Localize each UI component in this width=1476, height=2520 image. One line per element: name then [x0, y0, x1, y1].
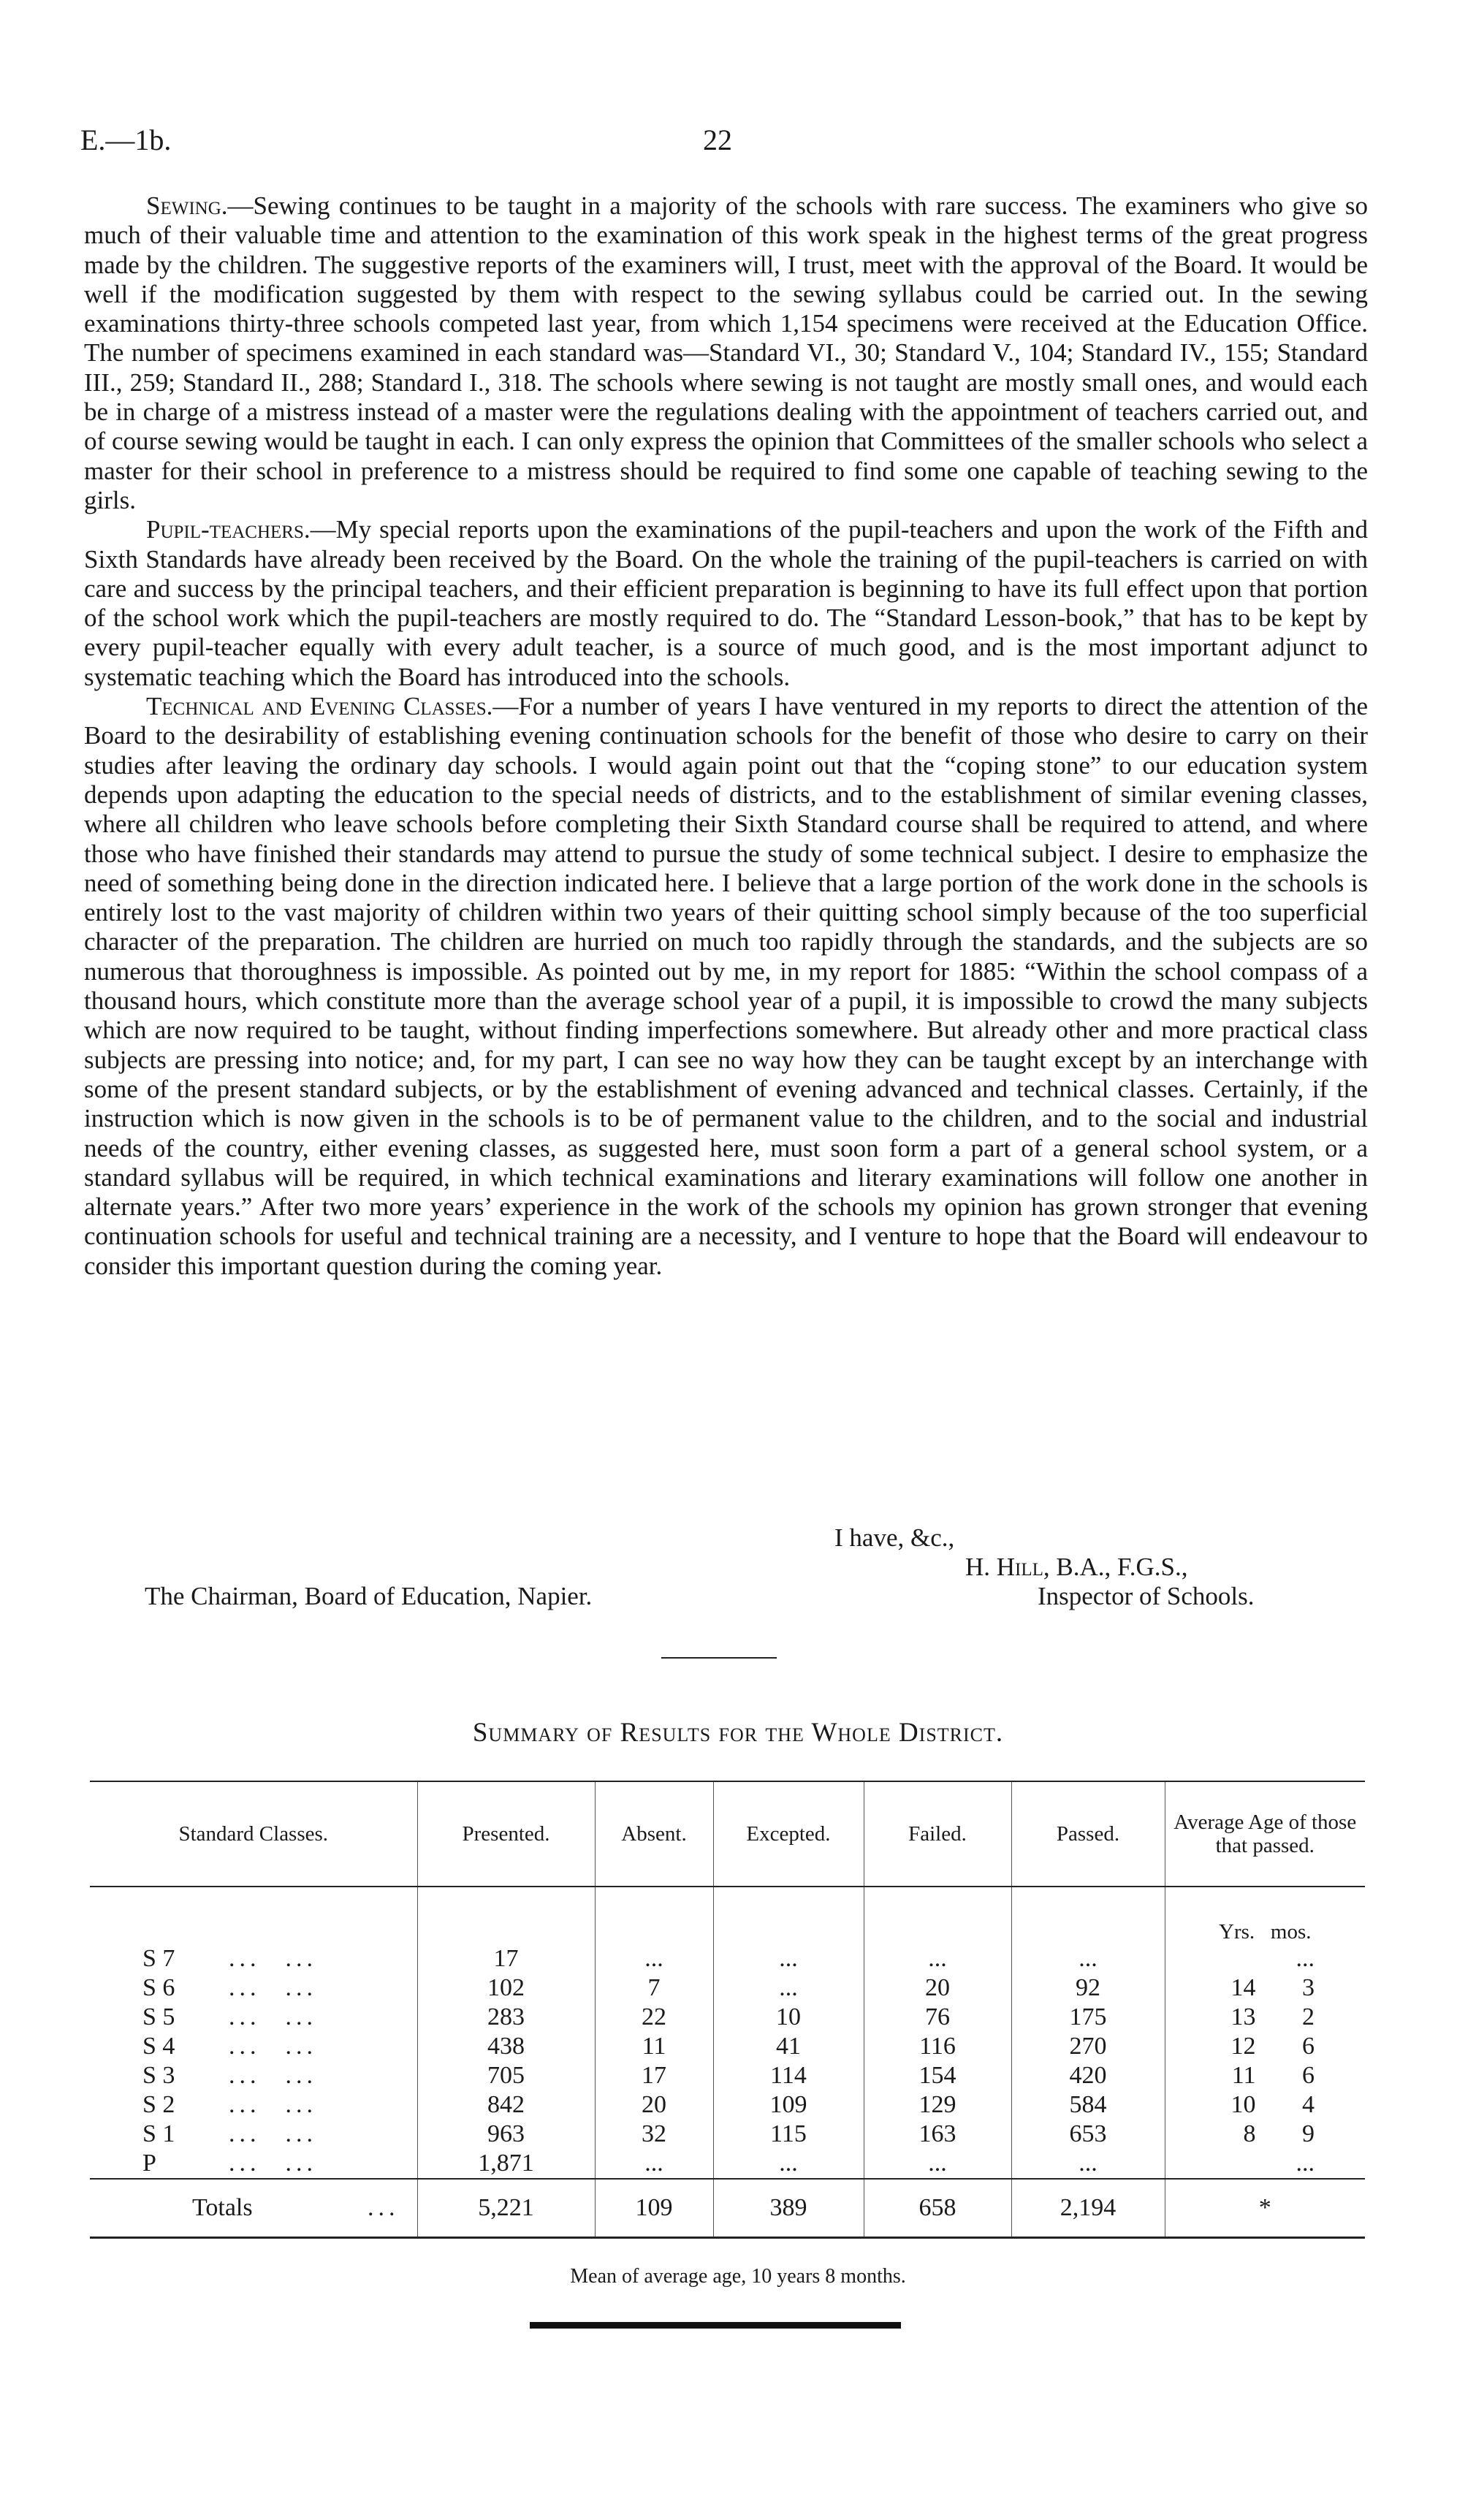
age-cell: 10 4: [1165, 2090, 1365, 2120]
table-row: [90, 2149, 1365, 2179]
totals-presented: 5,221: [417, 2179, 595, 2238]
failed-cell: 154: [864, 2061, 1011, 2090]
paragraph-text: —For a number of years I have ventured in my reports to direct the attention of the Board to the desirability of establishing evening continuation schools for the benefit of those who desire to carry on their studies after leaving the ordinary day schools. I would again point out that the “coping stone” to our education system depends upon adapting the education to the special needs of districts, and to the establishment of similar evening classes, where all children who leave schools before completing their Sixth Standard course shall be required to attend, and where those who have finished their standards may attend to pursue the study of some technical subject. I desire to emphasize the need of something being done in the direction indicated here. I believe that a large portion of the work done in the schools is entirely lost to the vast majority of children within two years of their quitting school simply because of the too superficial character of the preparation. The children are hurried on much too rapidly through the standards, and the subjects are so numerous that thoroughness is impossible. As pointed out by me, in my report for 1885: “Within the school compass of a thousand hours, which constitute more than the average school year of a pupil, it is impossible to crowd the many subjects which are now required to be taught, without finding imperfections somewhere. But already other and more practical class subjects are pressing into notice; and, for my part, I can see no way how they can be taught except by an interchange with some of the present standard subjects, or by the establishment of evening advanced and technical classes. Certainly, if the instruction which is now given in the schools is to be of permanent value to the children, and to the social and industrial needs of the country, either evening classes, as suggested here, must soon form a part of a general school system, or a standard syllabus will be required, in which technical examinations and literary examinations will follow one another in alternate years.” After two more years’ experience in the work of the schools my opinion has grown stronger that evening continuation schools for useful and technical training are a necessity, and I venture to hope that the Board will endeavour to consider this important question during the coming year.: [84, 692, 1368, 1280]
excepted-cell: 10: [713, 2003, 864, 2032]
age-cell: 11 6: [1165, 2061, 1365, 2090]
col-header: Standard Classes.: [178, 1822, 329, 1846]
section-divider: [661, 1657, 777, 1659]
failed-cell: 116: [864, 2032, 1011, 2061]
std-cell: S 2 ... ...: [142, 2091, 317, 2118]
paragraph-sewing: [84, 191, 1368, 515]
col-header: Passed.: [1011, 1781, 1165, 1887]
addressee: The Chairman, Board of Education, Napier.: [145, 1582, 593, 1610]
summary-table: [90, 1781, 1365, 2239]
excepted-cell: 109: [713, 2090, 864, 2120]
presented-cell: 842: [417, 2090, 595, 2120]
closing-i-have: I have, &c.,: [834, 1523, 955, 1552]
paragraph-lead: Pupil-teachers.: [146, 515, 311, 544]
presented-cell: 1,871: [417, 2149, 595, 2179]
presented-cell: 963: [417, 2120, 595, 2149]
totals-absent: 109: [595, 2179, 713, 2238]
std-cell: S 1 ... ...: [142, 2120, 317, 2147]
passed-cell: 653: [1011, 2120, 1165, 2149]
absent-cell: 7: [595, 1973, 713, 2003]
age-units: Yrs. mos.: [1165, 1887, 1365, 1944]
table-row: [90, 2090, 1365, 2120]
signature: H. Hill, B.A., F.G.S.,: [965, 1553, 1188, 1581]
totals-label-cell: Totals ...: [90, 2179, 417, 2238]
absent-cell: 20: [595, 2090, 713, 2120]
age-cell: ...: [1165, 1944, 1365, 1973]
std-cell: P ... ...: [142, 2150, 317, 2177]
table-title: Summary of Results for the Whole District.: [472, 1718, 1004, 1748]
totals-failed: 658: [864, 2179, 1011, 2238]
age-cell: 8 9: [1165, 2120, 1365, 2149]
std-cell: S 4 ... ...: [142, 2033, 317, 2060]
report-body: [84, 191, 1368, 1281]
presented-cell: 705: [417, 2061, 595, 2090]
totals-row: [90, 2179, 1365, 2238]
presented-cell: 17: [417, 1944, 595, 1973]
absent-cell: 32: [595, 2120, 713, 2149]
passed-cell: 584: [1011, 2090, 1165, 2120]
totals-passed: 2,194: [1011, 2179, 1165, 2238]
col-header: Average Age of those that passed.: [1165, 1781, 1365, 1887]
page-number: 22: [703, 123, 732, 156]
col-header: Presented.: [417, 1781, 595, 1887]
passed-cell: 270: [1011, 2032, 1165, 2061]
passed-cell: ...: [1011, 1944, 1165, 1973]
passed-cell: 420: [1011, 2061, 1165, 2090]
units-row: [90, 1887, 1365, 1944]
absent-cell: ...: [595, 1944, 713, 1973]
paragraph-lead: Technical and Evening Classes.: [146, 692, 493, 721]
paragraph-technical-classes: [84, 692, 1368, 1281]
paragraph-text: —My special reports upon the examinations of the pupil-teachers and upon the work of the Fifth and Sixth Standards have already been received by the Board. On the whole the training of the pupil-teachers is carried on with care and success by the principal teachers, and their efficient preparation is beginning to have its full effect upon that portion of the school work which the pupil-teachers are mostly required to do. The “Standard Lesson-book,” that has to be kept by every pupil-teacher equally with every adult teacher, is a source of much good, and is the most important adjunct to systematic teaching which the Board has introduced into the schools.: [84, 515, 1368, 691]
presented-cell: 102: [417, 1973, 595, 2003]
failed-cell: 129: [864, 2090, 1011, 2120]
age-cell: 14 3: [1165, 1973, 1365, 2003]
absent-cell: 22: [595, 2003, 713, 2032]
passed-cell: ...: [1011, 2149, 1165, 2179]
table-row: [90, 2061, 1365, 2090]
std-cell: S 7 ... ...: [142, 1945, 317, 1972]
paragraph-pupil-teachers: [84, 515, 1368, 692]
std-cell: S 3 ... ...: [142, 2062, 317, 2089]
std-cell: S 5 ... ...: [142, 2003, 317, 2030]
age-cell: 13 2: [1165, 2003, 1365, 2032]
end-rule: [530, 2322, 901, 2329]
failed-cell: 76: [864, 2003, 1011, 2032]
failed-cell: ...: [864, 2149, 1011, 2179]
absent-cell: 17: [595, 2061, 713, 2090]
presented-cell: 283: [417, 2003, 595, 2032]
col-header: Failed.: [864, 1781, 1011, 1887]
table-row: [90, 2032, 1365, 2061]
totals-age: *: [1165, 2179, 1365, 2238]
failed-cell: ...: [864, 1944, 1011, 1973]
table-footnote: Mean of average age, 10 years 8 months.: [570, 2265, 906, 2288]
absent-cell: 11: [595, 2032, 713, 2061]
col-header: Excepted.: [713, 1781, 864, 1887]
totals-excepted: 389: [713, 2179, 864, 2238]
excepted-cell: ...: [713, 2149, 864, 2179]
presented-cell: 438: [417, 2032, 595, 2061]
failed-cell: 20: [864, 1973, 1011, 2003]
paragraph-lead: Sewing.: [146, 191, 228, 220]
excepted-cell: 114: [713, 2061, 864, 2090]
excepted-cell: 41: [713, 2032, 864, 2061]
table-row: [90, 1944, 1365, 1973]
passed-cell: 175: [1011, 2003, 1165, 2032]
table-header-row: [90, 1781, 1365, 1887]
absent-cell: ...: [595, 2149, 713, 2179]
table-row: [90, 2003, 1365, 2032]
table-row: [90, 1973, 1365, 2003]
passed-cell: 92: [1011, 1973, 1165, 2003]
table-row: [90, 2120, 1365, 2149]
col-header: Absent.: [595, 1781, 713, 1887]
excepted-cell: ...: [713, 1973, 864, 2003]
std-cell: S 6 ... ...: [142, 1974, 317, 2001]
age-cell: ...: [1165, 2149, 1365, 2179]
failed-cell: 163: [864, 2120, 1011, 2149]
document-code: E.—1b.: [80, 123, 172, 156]
age-cell: 12 6: [1165, 2032, 1365, 2061]
excepted-cell: 115: [713, 2120, 864, 2149]
excepted-cell: ...: [713, 1944, 864, 1973]
paragraph-text: —Sewing continues to be taught in a majority of the schools with rare success. The examiners who give so much of their valuable time and attention to the examination of this work speak in the highest terms of the great progress made by the children. The suggestive reports of the examiners will, I trust, meet with the approval of the Board. It would be well if the modification suggested by them with respect to the sewing syllabus could be carried out. In the sewing examinations thirty-three schools competed last year, from which 1,154 specimens were received at the Education Office. The number of specimens examined in each standard was—Standard VI., 30; Standard V., 104; Standard IV., 155; Standard III., 259; Standard II., 288; Standard I., 318. The schools where sewing is not taught are mostly small ones, and would each be in charge of a mistress instead of a master were the regulations dealing with the appointment of teachers carried out, and of course sewing would be taught in each. I can only express the opinion that Committees of the smaller schools who select a master for their school in preference to a mistress should be required to find some one capable of teaching sewing to the girls.: [84, 191, 1368, 514]
signatory-role: Inspector of Schools.: [1038, 1582, 1255, 1610]
